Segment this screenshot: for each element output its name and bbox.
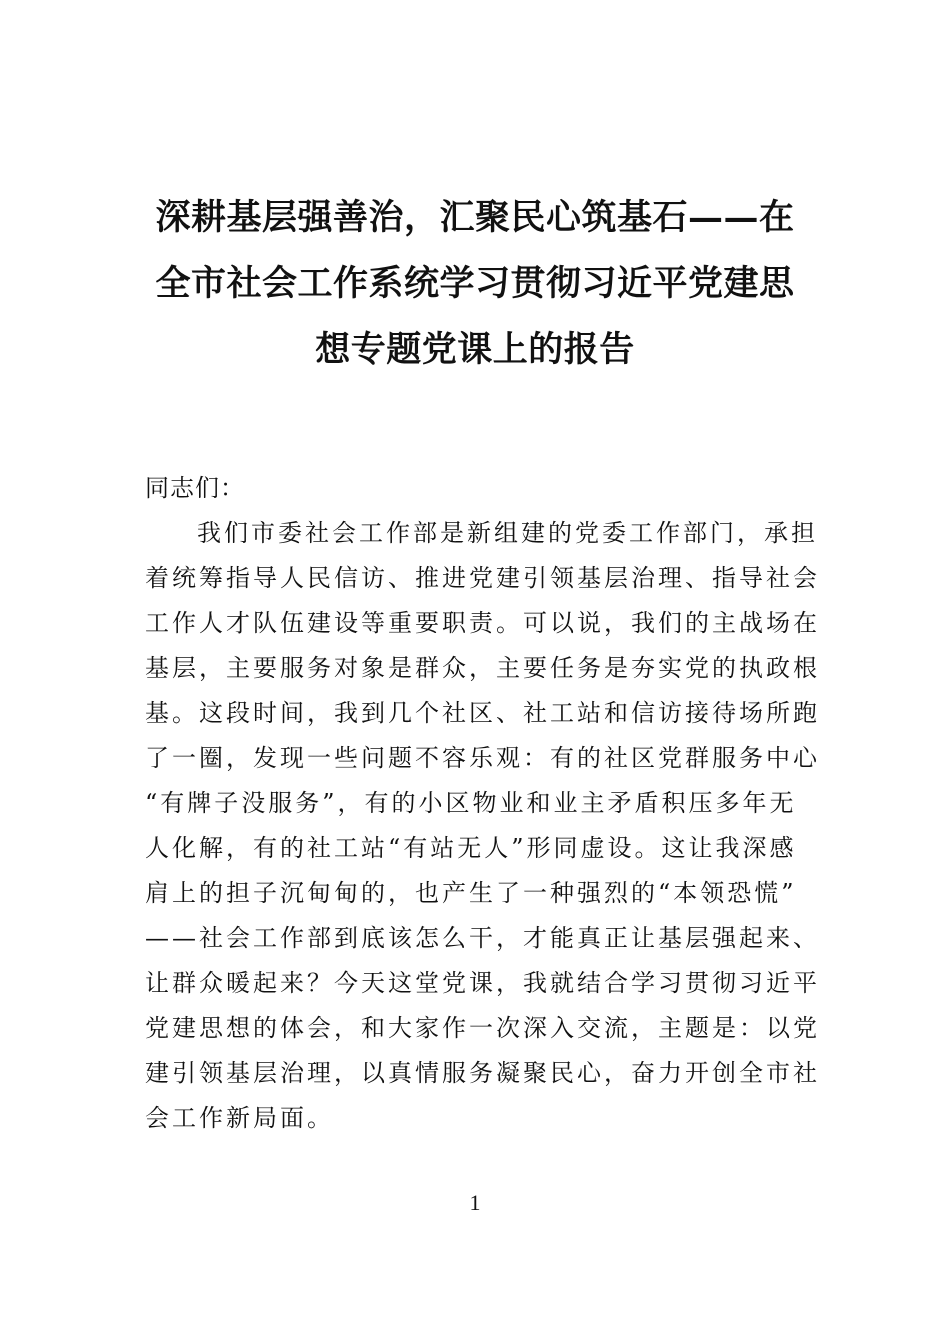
paragraph-line: 我们市委社会工作部是新组建的党委工作部门，承担 [197, 519, 818, 547]
title-line: 全市社会工作系统学习贯彻习近平党建思 [155, 263, 795, 304]
paragraph-line: “有牌子没服务”，有的小区物业和业主矛盾积压多年无 [145, 789, 797, 817]
title-line: 想专题党课上的报告 [315, 329, 635, 370]
document-body [145, 466, 820, 1141]
paragraph-line: 让群众暖起来？今天这堂党课，我就结合学习贯彻习近平 [145, 969, 820, 997]
paragraph-line: 会工作新局面。 [145, 1104, 334, 1132]
page-number: 1 [469, 1190, 481, 1215]
paragraph-line: 着统筹指导人民信访、推进党建引领基层治理、指导社会 [145, 564, 820, 592]
paragraph-line: 基。这段时间，我到几个社区、社工站和信访接待场所跑 [145, 699, 820, 727]
paragraph-line: ——社会工作部到底该怎么干，才能真正让基层强起来、 [145, 924, 820, 952]
paragraph-line: 工作人才队伍建设等重要职责。可以说，我们的主战场在 [145, 609, 820, 637]
document-title [145, 185, 805, 383]
title-line: 深耕基层强善治，汇聚民心筑基石——在 [155, 197, 795, 238]
paragraph-line: 建引领基层治理，以真情服务凝聚民心，奋力开创全市社 [145, 1059, 820, 1087]
paragraph-line: 肩上的担子沉甸甸的，也产生了一种强烈的“本领恐慌” [145, 879, 797, 907]
paragraph [145, 511, 820, 1141]
paragraph-line: 了一圈，发现一些问题不容乐观：有的社区党群服务中心 [145, 744, 820, 772]
paragraph-line: 人化解，有的社工站“有站无人”形同虚设。这让我深感 [145, 834, 797, 862]
paragraph-line: 基层，主要服务对象是群众，主要任务是夯实党的执政根 [145, 654, 820, 682]
paragraph-line: 党建思想的体会，和大家作一次深入交流，主题是：以党 [145, 1014, 820, 1042]
salutation: 同志们： [145, 474, 245, 502]
